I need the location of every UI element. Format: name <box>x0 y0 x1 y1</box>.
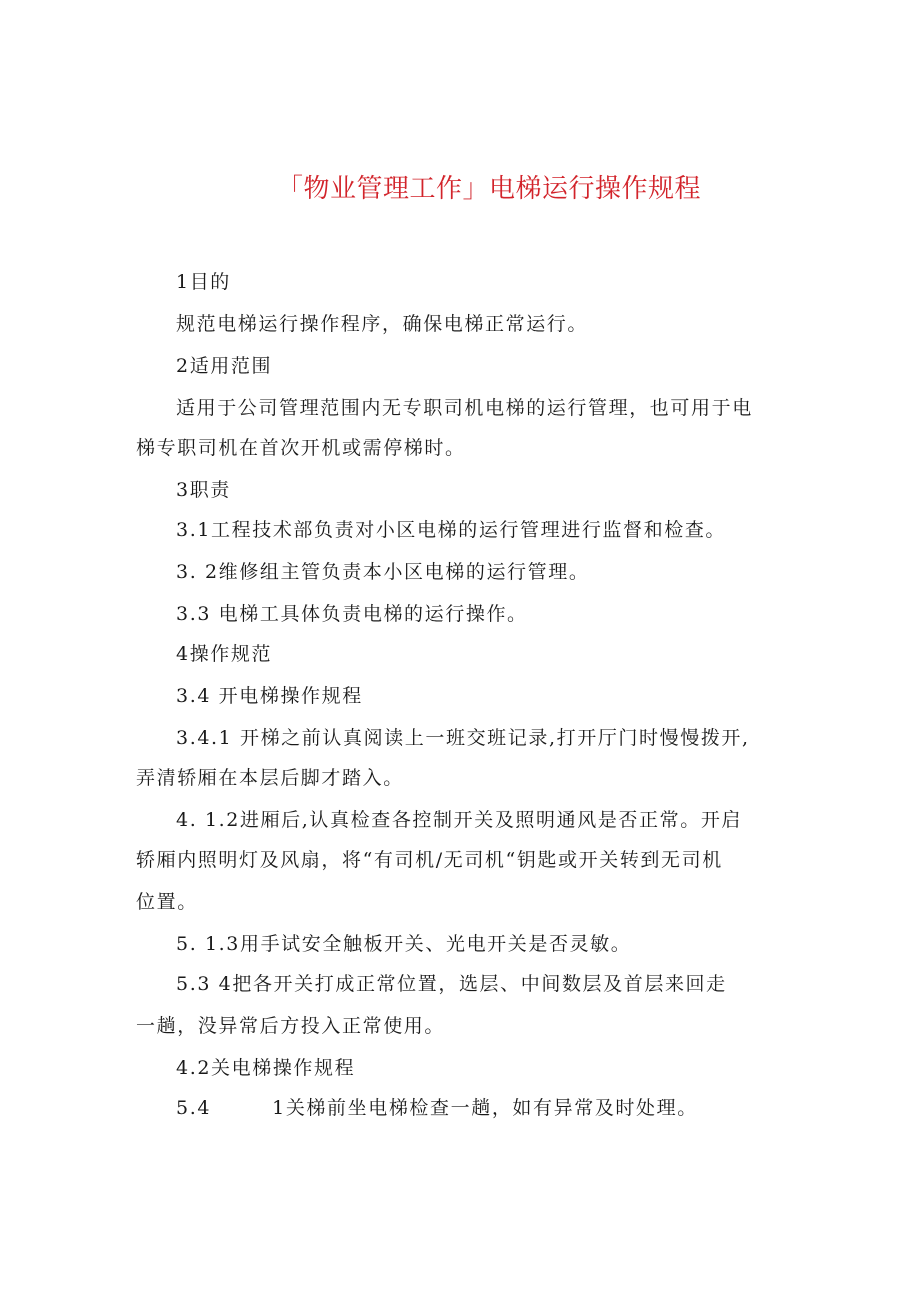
subheading-start-elevator: 3.4 开电梯操作规程 <box>176 685 363 707</box>
paragraph-step-4-1-2-line-2: 轿厢内照明灯及风扇，将“有司机/无司机“钥匙或开关转到无司机 <box>136 849 723 871</box>
paragraph-step-4-1-2-line-1: 4. 1.2进厢后,认真检查各控制开关及照明通风是否正常。开启 <box>176 809 743 831</box>
paragraph-step-3-4-1-line-1: 3.4.1 开梯之前认真阅读上一班交班记录,打开厅门时慢慢拨开, <box>176 727 750 749</box>
paragraph-duty-3-1: 3.1工程技术部负责对小区电梯的运行管理进行监督和检查。 <box>176 519 727 541</box>
paragraph-duty-3-2: 3. 2维修组主管负责本小区电梯的运行管理。 <box>176 561 590 583</box>
paragraph-duty-3-3: 3.3 电梯工具体负责电梯的运行操作。 <box>176 603 528 625</box>
document-title: 「物业管理工作」电梯运行操作规程 <box>276 174 701 204</box>
paragraph-step-5-3-line-2: 一趟，没异常后方投入正常使用。 <box>136 1015 446 1037</box>
section-heading-purpose: 1目的 <box>176 271 231 293</box>
paragraph-step-5-4: 5.4 1关梯前坐电梯检查一趟，如有异常及时处理。 <box>176 1097 698 1119</box>
section-heading-scope: 2适用范围 <box>176 355 273 377</box>
paragraph-step-3-4-1-line-2: 弄清轿厢在本层后脚才踏入。 <box>136 767 404 789</box>
paragraph-scope-line-1: 适用于公司管理范围内无专职司机电梯的运行管理，也可用于电 <box>176 397 753 419</box>
section-heading-operation: 4操作规范 <box>176 643 273 665</box>
paragraph-scope-line-2: 梯专职司机在首次开机或需停梯时。 <box>136 437 466 459</box>
paragraph-step-5-3-line-1: 5.3 4把各开关打成正常位置，选层、中间数层及首层来回走 <box>176 973 727 995</box>
subheading-stop-elevator: 4.2关电梯操作规程 <box>176 1057 356 1079</box>
section-heading-duties: 3职责 <box>176 479 231 501</box>
paragraph-purpose: 规范电梯运行操作程序，确保电梯正常运行。 <box>176 313 589 335</box>
paragraph-step-4-1-2-line-3: 位置。 <box>136 891 198 913</box>
paragraph-step-5-1-3: 5. 1.3用手试安全触板开关、光电开关是否灵敏。 <box>176 933 632 955</box>
